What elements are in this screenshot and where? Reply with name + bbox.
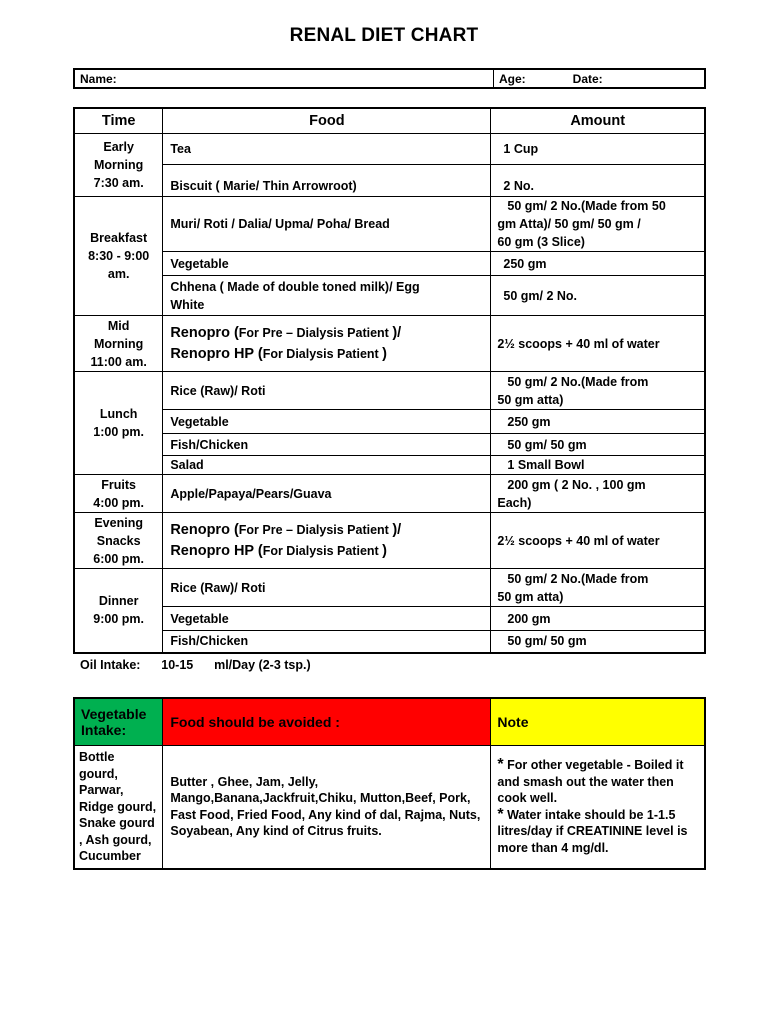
- amount-cell: 2 No.: [491, 165, 705, 197]
- table-row: [74, 434, 705, 456]
- food-cell: Tea: [163, 134, 491, 165]
- note-list: [491, 746, 705, 869]
- text-line: 9:00 pm.: [93, 612, 145, 627]
- table-row: [74, 513, 705, 569]
- text-line: Chhena ( Made of double toned milk)/ Egg: [170, 279, 420, 294]
- avoid-list: [163, 746, 491, 869]
- text-line: ): [382, 542, 388, 559]
- food-cell: Biscuit ( Marie/ Thin Arrowroot): [163, 165, 491, 197]
- guidance-body-row: [74, 746, 705, 869]
- food-cell: Vegetable: [163, 252, 491, 276]
- date-label: Date:: [572, 71, 603, 86]
- amount-cell: 250 gm: [491, 410, 705, 434]
- text-line: Mid: [107, 318, 130, 333]
- text-line: 6:00 pm.: [93, 551, 145, 566]
- text-line: Morning: [94, 158, 144, 172]
- amount-cell: 50 gm/ 50 gm: [491, 434, 705, 456]
- amount-cell: 50 gm/ 2 No.: [491, 276, 705, 316]
- text-line: 4:00 pm.: [93, 495, 145, 510]
- text-line: 50 gm/ 2 No.(Made from: [507, 571, 649, 586]
- text-line: Evening: [94, 515, 143, 530]
- text-line: Snake gourd: [79, 816, 155, 830]
- page-title: RENAL DIET CHART: [289, 25, 479, 46]
- text-line: For Pre – Dialysis Patient: [238, 522, 393, 537]
- text-line: 7:30 am.: [93, 176, 144, 190]
- text-line: For other vegetable - Boiled it: [503, 758, 684, 773]
- food-cell: Apple/Papaya/Pears/Guava: [163, 475, 491, 513]
- text-line: Butter , Ghee, Jam, Jelly,: [170, 774, 319, 789]
- text-line: 50 gm atta): [497, 392, 564, 407]
- text-line: , Ash gourd,: [79, 832, 152, 847]
- col-food: Food: [163, 108, 491, 134]
- text-line: am.: [107, 267, 130, 281]
- text-line: Soyabean, Any kind of Citrus fruits.: [170, 824, 382, 839]
- text-line: Cucumber: [79, 849, 141, 863]
- text-line: Vegetable: [81, 706, 147, 722]
- avoid-header: Food should be avoided :: [163, 698, 491, 746]
- food-cell: [163, 513, 491, 569]
- text-line: Mango,Banana,Jackfruit,Chiku, Mutton,Beef, Pork,: [170, 791, 471, 806]
- text-line: Bottle: [79, 750, 115, 764]
- text-line: and smash out the water then: [497, 774, 674, 789]
- text-line: Renopro HP (: [170, 542, 263, 559]
- food-cell: Rice (Raw)/ Roti: [163, 569, 491, 607]
- text-line: 60 gm (3 Slice): [497, 235, 585, 249]
- amount-cell: [491, 569, 705, 607]
- col-time: Time: [74, 108, 163, 134]
- food-cell: [163, 316, 491, 372]
- table-row: [74, 475, 705, 513]
- table-row: [74, 372, 705, 410]
- food-cell: [163, 276, 491, 316]
- table-row: [74, 631, 705, 653]
- table-row: [74, 134, 705, 165]
- text-line: gm Atta)/ 50 gm/ 50 gm /: [497, 217, 641, 231]
- text-line: ): [382, 345, 388, 362]
- veg-intake-header: [74, 698, 163, 746]
- header-row: [74, 108, 705, 134]
- text-line: For Dialysis Patient: [262, 346, 383, 361]
- amount-cell: 2½ scoops + 40 ml of water: [491, 316, 705, 372]
- table-row: [74, 316, 705, 372]
- amount-cell: 1 Cup: [491, 134, 705, 165]
- time-lunch: [74, 372, 163, 475]
- patient-info-bar: [73, 68, 706, 89]
- table-row: [74, 252, 705, 276]
- text-line: Renopro (: [170, 521, 239, 538]
- amount-cell: 250 gm: [491, 252, 705, 276]
- food-cell: Fish/Chicken: [163, 434, 491, 456]
- text-line: Lunch: [99, 407, 138, 421]
- text-line: Water intake should be 1-1.5: [503, 807, 676, 822]
- text-line: Renopro (: [170, 324, 239, 341]
- guidance-table: [73, 697, 706, 870]
- diet-table: [73, 107, 706, 654]
- asterisk-icon: *: [497, 805, 504, 823]
- text-line: 11:00 am.: [90, 354, 147, 369]
- note-header: Note: [491, 698, 705, 746]
- table-row: [74, 276, 705, 316]
- age-date-field[interactable]: [494, 69, 706, 88]
- food-cell: Vegetable: [163, 410, 491, 434]
- amount-cell: [491, 372, 705, 410]
- table-row: [74, 456, 705, 475]
- table-row: [74, 607, 705, 631]
- text-line: )/: [392, 324, 402, 341]
- oil-intake: Oil Intake: 10-15 ml/Day (2-3 tsp.): [80, 658, 311, 672]
- food-cell: Salad: [163, 456, 491, 475]
- text-line: 50 gm atta): [497, 589, 564, 604]
- time-fruits: [74, 475, 163, 513]
- text-line: Ridge gourd,: [79, 799, 157, 814]
- text-line: gourd,: [79, 766, 118, 781]
- asterisk-icon: *: [497, 756, 504, 774]
- table-row: [74, 410, 705, 434]
- time-early: [74, 134, 163, 197]
- text-line: 200 gm ( 2 No. , 100 gm: [507, 477, 646, 492]
- text-line: 50 gm/ 2 No.(Made from: [507, 374, 649, 389]
- food-cell: Vegetable: [163, 607, 491, 631]
- text-line: Fruits: [101, 477, 137, 492]
- name-label: Name:: [80, 71, 117, 86]
- table-row: [74, 197, 705, 252]
- text-line: For Pre – Dialysis Patient: [238, 325, 393, 340]
- text-line: For Dialysis Patient: [262, 543, 383, 558]
- time-breakfast: [74, 197, 163, 316]
- text-line: cook well.: [497, 791, 558, 806]
- text-line: Intake:: [81, 722, 127, 738]
- text-line: litres/day if CREATININE level is: [497, 824, 688, 839]
- text-line: Parwar,: [79, 783, 124, 797]
- text-line: Each): [497, 495, 532, 510]
- time-mid: [74, 316, 163, 372]
- amount-cell: [491, 475, 705, 513]
- text-line: 1:00 pm.: [93, 425, 145, 439]
- age-label: Age:: [499, 71, 526, 86]
- text-line: )/: [392, 521, 402, 538]
- food-cell: Fish/Chicken: [163, 631, 491, 653]
- text-line: Morning: [94, 336, 144, 351]
- food-cell: Rice (Raw)/ Roti: [163, 372, 491, 410]
- amount-cell: 50 gm/ 50 gm: [491, 631, 705, 653]
- time-dinner: [74, 569, 163, 653]
- text-line: 8:30 - 9:00: [88, 249, 150, 263]
- veg-list: [74, 746, 163, 869]
- text-line: Snacks: [96, 533, 141, 548]
- text-line: 50 gm/ 2 No.(Made from 50: [507, 199, 666, 213]
- text-line: more than 4 mg/dl.: [497, 840, 609, 855]
- food-cell: Muri/ Roti / Dalia/ Upma/ Poha/ Bread: [163, 197, 491, 252]
- amount-cell: [491, 197, 705, 252]
- col-amount: Amount: [491, 108, 705, 134]
- amount-cell: 2½ scoops + 40 ml of water: [491, 513, 705, 569]
- text-line: Dinner: [98, 594, 139, 609]
- table-row: [74, 569, 705, 607]
- amount-cell: 1 Small Bowl: [491, 456, 705, 475]
- text-line: Breakfast: [90, 231, 148, 245]
- time-evening: [74, 513, 163, 569]
- text-line: Early: [103, 140, 134, 154]
- amount-cell: 200 gm: [491, 607, 705, 631]
- guidance-header-row: [74, 698, 705, 746]
- text-line: Renopro HP (: [170, 345, 263, 362]
- name-field[interactable]: [74, 69, 494, 88]
- text-line: White: [170, 297, 205, 312]
- table-row: [74, 165, 705, 197]
- text-line: Fast Food, Fried Food, Any kind of dal, Rajma, Nuts,: [170, 807, 481, 822]
